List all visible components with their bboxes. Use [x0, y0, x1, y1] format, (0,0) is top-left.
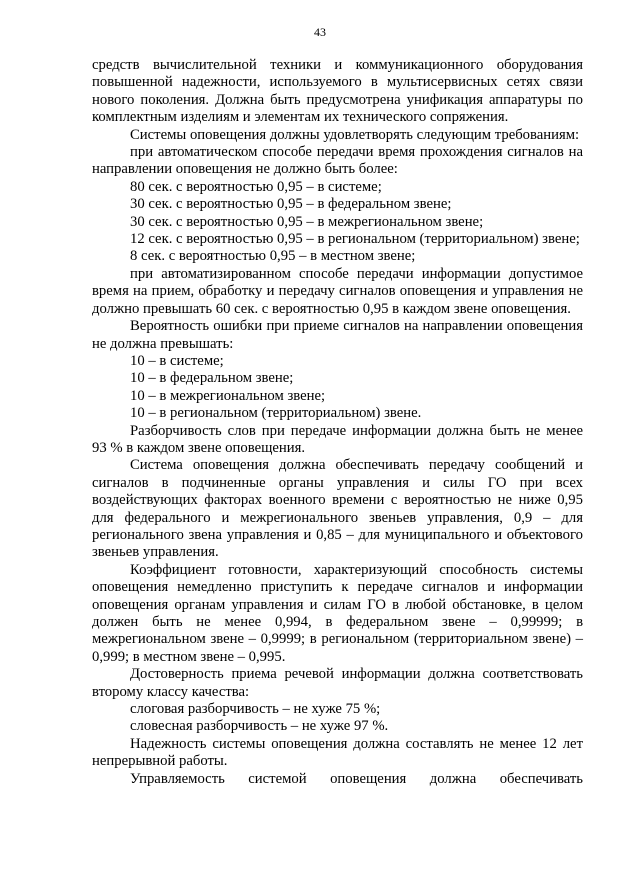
list-item: слоговая разборчивость – не хуже 75 %;	[130, 701, 381, 718]
paragraph: при автоматическом способе передачи время прохождения сигналов на направлении оповещения не должно быть более:	[92, 144, 583, 178]
list-item: 10 – в региональном (территориальном) звене.	[130, 405, 422, 422]
list-item: 80 сек. с вероятностью 0,95 – в системе;	[130, 178, 382, 195]
list-item: 10 – в системе;	[130, 352, 224, 369]
paragraph: Коэффициент готовности, характеризующий способность системы оповещения немедленно приступить к передаче сигналов и информации оповещения органам управления и силам ГО в любой обстановке, в целом должен быть не менее 0,994, в федеральном звене – 0,99999; в межрегиональном звене – 0,9999; в региональном (территориальном звене) – 0,999; в местном звене – 0,995.	[92, 561, 583, 665]
list-item: 12 сек. с вероятностью 0,95 – в региональном (территориальном) звене;	[130, 231, 580, 248]
list-item: 10 – в межрегиональном звене;	[130, 387, 326, 404]
list-item: словесная разборчивость – не хуже 97 %.	[130, 718, 389, 735]
paragraph: Управляемость системой оповещения должна обеспечивать	[130, 770, 583, 787]
paragraph: при автоматизированном способе передачи информации допустимое время на прием, обработку и передачу сигналов оповещения и управления не должно превышать 60 сек. с вероятностью 0,95 в каждом звене оповещения.	[92, 265, 583, 317]
paragraph: Системы оповещения должны удовлетворять следующим требованиям:	[130, 126, 580, 143]
paragraph: Надежность системы оповещения должна составлять не менее 12 лет непрерывной работы.	[92, 735, 583, 770]
list-item: 30 сек. с вероятностью 0,95 – в федеральном звене;	[130, 196, 452, 213]
paragraph: средств вычислительной техники и коммуникационного оборудования повышенной надежности, используемого в мультисервисных сетях связи нового поколения. Должна быть предусмотрена унификация аппаратуры по комплектным изделиям и элементам их технического сопряжения.	[92, 57, 583, 126]
page-body	[92, 57, 583, 788]
list-item: 10 – в федеральном звене;	[130, 370, 294, 387]
paragraph: Вероятность ошибки при приеме сигналов на направлении оповещения не должна превышать:	[92, 318, 583, 352]
paragraph: Система оповещения должна обеспечивать передачу сообщений и сигналов в подчиненные органы управления и силы ГО при всех воздействующих факторах военного времени с вероятностью не ниже 0,95 для федерального и межрегионального звеньев управления, 0,9 – для регионального звена управления и 0,85 – для муниципального и объектового звеньев управления.	[92, 457, 583, 561]
paragraph: Разборчивость слов при передаче информации должна быть не менее 93 % в каждом звене оповещения.	[92, 422, 583, 456]
list-item: 8 сек. с вероятностью 0,95 – в местном звене;	[130, 248, 416, 265]
page-number: 43	[314, 25, 326, 39]
paragraph: Достоверность приема речевой информации должна соответствовать второму классу качества:	[92, 666, 583, 700]
list-item: 30 сек. с вероятностью 0,95 – в межрегиональном звене;	[130, 213, 484, 230]
